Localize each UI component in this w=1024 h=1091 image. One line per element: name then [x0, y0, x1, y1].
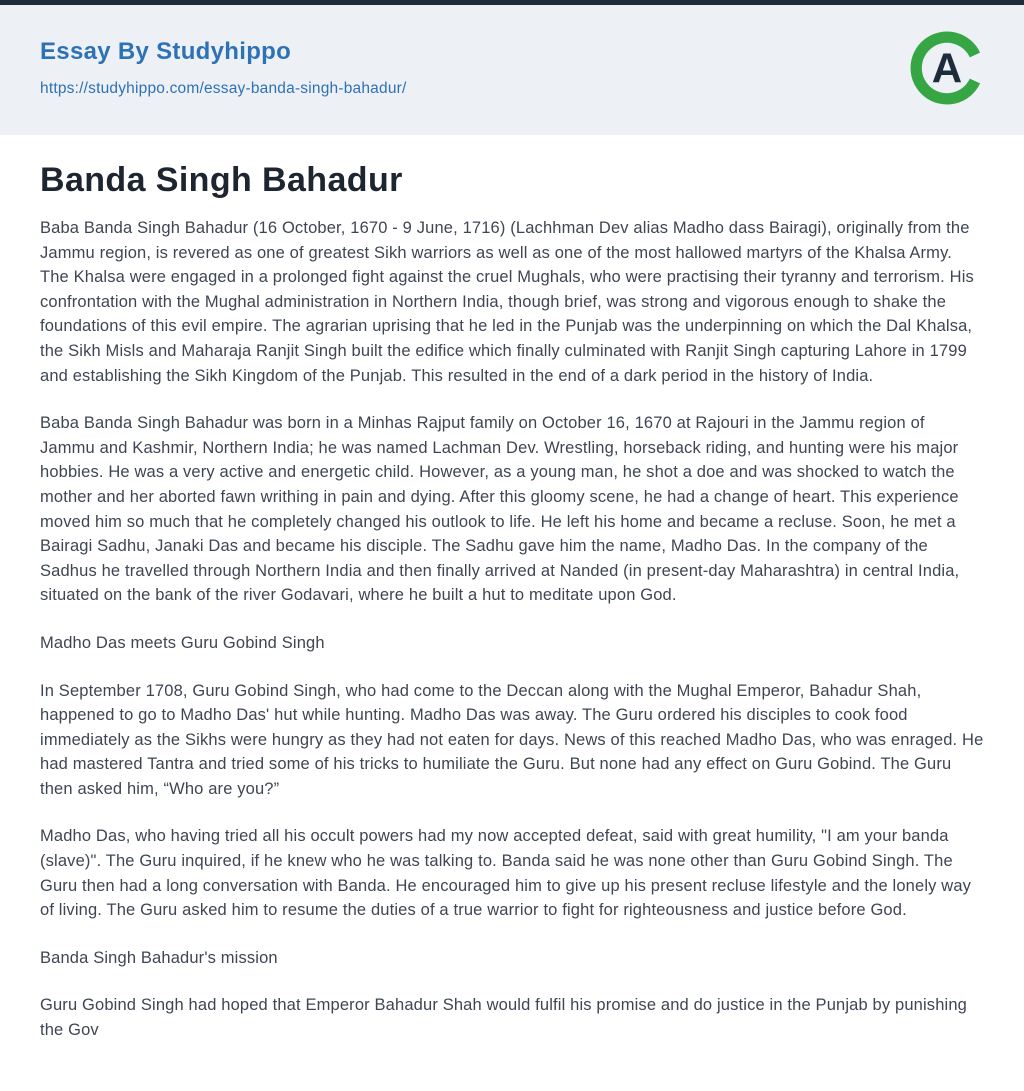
essay-title: Banda Singh Bahadur — [40, 161, 403, 199]
paragraph-subheading-mission: Banda Singh Bahadur's mission — [40, 948, 278, 967]
studyhippo-logo-icon — [910, 31, 984, 105]
paragraph-banda-slave: Madho Das, who having tried all his occult powers had my now accepted defeat, said with great humility, "I am your banda (slave)". The Guru inquired, if he knew who he was talking to. Banda said he was none other than Guru Gobind Singh. The Guru then had a long conversation with Banda. He encouraged him to give up his present recluse lifestyle and the lonely way of living. The Guru asked him to resume the duties of a true warrior to fight for righteousness and justice before God. — [40, 827, 972, 920]
essay-content — [0, 135, 1024, 1043]
paragraph-mission-truncated: Guru Gobind Singh had hoped that Emperor Bahadur Shah would fulfil his promise and do justice in the Punjab by punishing the Gov — [40, 996, 967, 1040]
paragraph-intro: Baba Banda Singh Bahadur (16 October, 1670 - 9 June, 1716) (Lachhman Dev alias Madho dass Bairagi), originally from the Jammu region, is revered as one of greatest Sikh warriors as well as one of the most hallowed martyrs of the Khalsa Army. The Khalsa were engaged in a prolonged fight against the cruel Mughals, who were practising their tyranny and terrorism. His confrontation with the Mughal administration in Northern India, though brief, was strong and vigorous enough to shake the foundations of this evil empire. The agrarian uprising that he led in the Punjab was the underpinning on which the Dal Khalsa, the Sikh Misls and Maharaja Ranjit Singh built the edifice which finally culminated with Ranjit Singh capturing Lahore in 1799 and establishing the Sikh Kingdom of the Punjab. This resulted in the end of a dark period in the history of India. — [40, 219, 974, 385]
logo-letter: A — [931, 44, 963, 92]
paragraph-meeting: In September 1708, Guru Gobind Singh, who had come to the Deccan along with the Mughal Emperor, Bahadur Shah, happened to go to Madho Das' hut while hunting. Madho Das was away. The Guru ordered his disciples to cook food immediately as the Sikhs were hungry as they had not eaten for days. News of this reached Madho Das, who was enraged. He had mastered Tantra and tried some of his tricks to humiliate the Guru. But none had any effect on Guru Gobind. The Guru then asked him, “Who are you?” — [40, 681, 984, 798]
header-text-block — [40, 38, 407, 98]
paragraph-early-life: Baba Banda Singh Bahadur was born in a Minhas Rajput family on October 16, 1670 at Rajouri in the Jammu region of Jammu and Kashmir, Northern India; he was named Lachman Dev. Wrestling, horseback riding, and hunting were his major hobbies. He was a very active and energetic child. However, as a young man, he shot a doe and was shocked to watch the mother and her aborted fawn writhing in pain and dying. After this gloomy scene, he had a change of heart. This experience moved him so much that he completely changed his outlook to life. He left his home and became a recluse. Soon, he met a Bairagi Sadhu, Janaki Das and became his disciple. The Sadhu gave him the name, Madho Das. In the company of the Sadhus he travelled through Northern India and then finally arrived at Nanded (in present-day Maharashtra) in central India, situated on the bank of the river Godavari, where he built a hut to meditate upon God. — [40, 414, 960, 605]
studyhippo-logo — [910, 31, 984, 105]
essay-url-link[interactable]: https://studyhippo.com/essay-banda-singh-bahadur/ — [40, 80, 407, 97]
page-header — [0, 5, 1024, 135]
paragraph-subheading-meets-guru: Madho Das meets Guru Gobind Singh — [40, 633, 325, 652]
essay-body — [40, 216, 984, 1043]
site-title: Essay By Studyhippo — [40, 38, 292, 65]
